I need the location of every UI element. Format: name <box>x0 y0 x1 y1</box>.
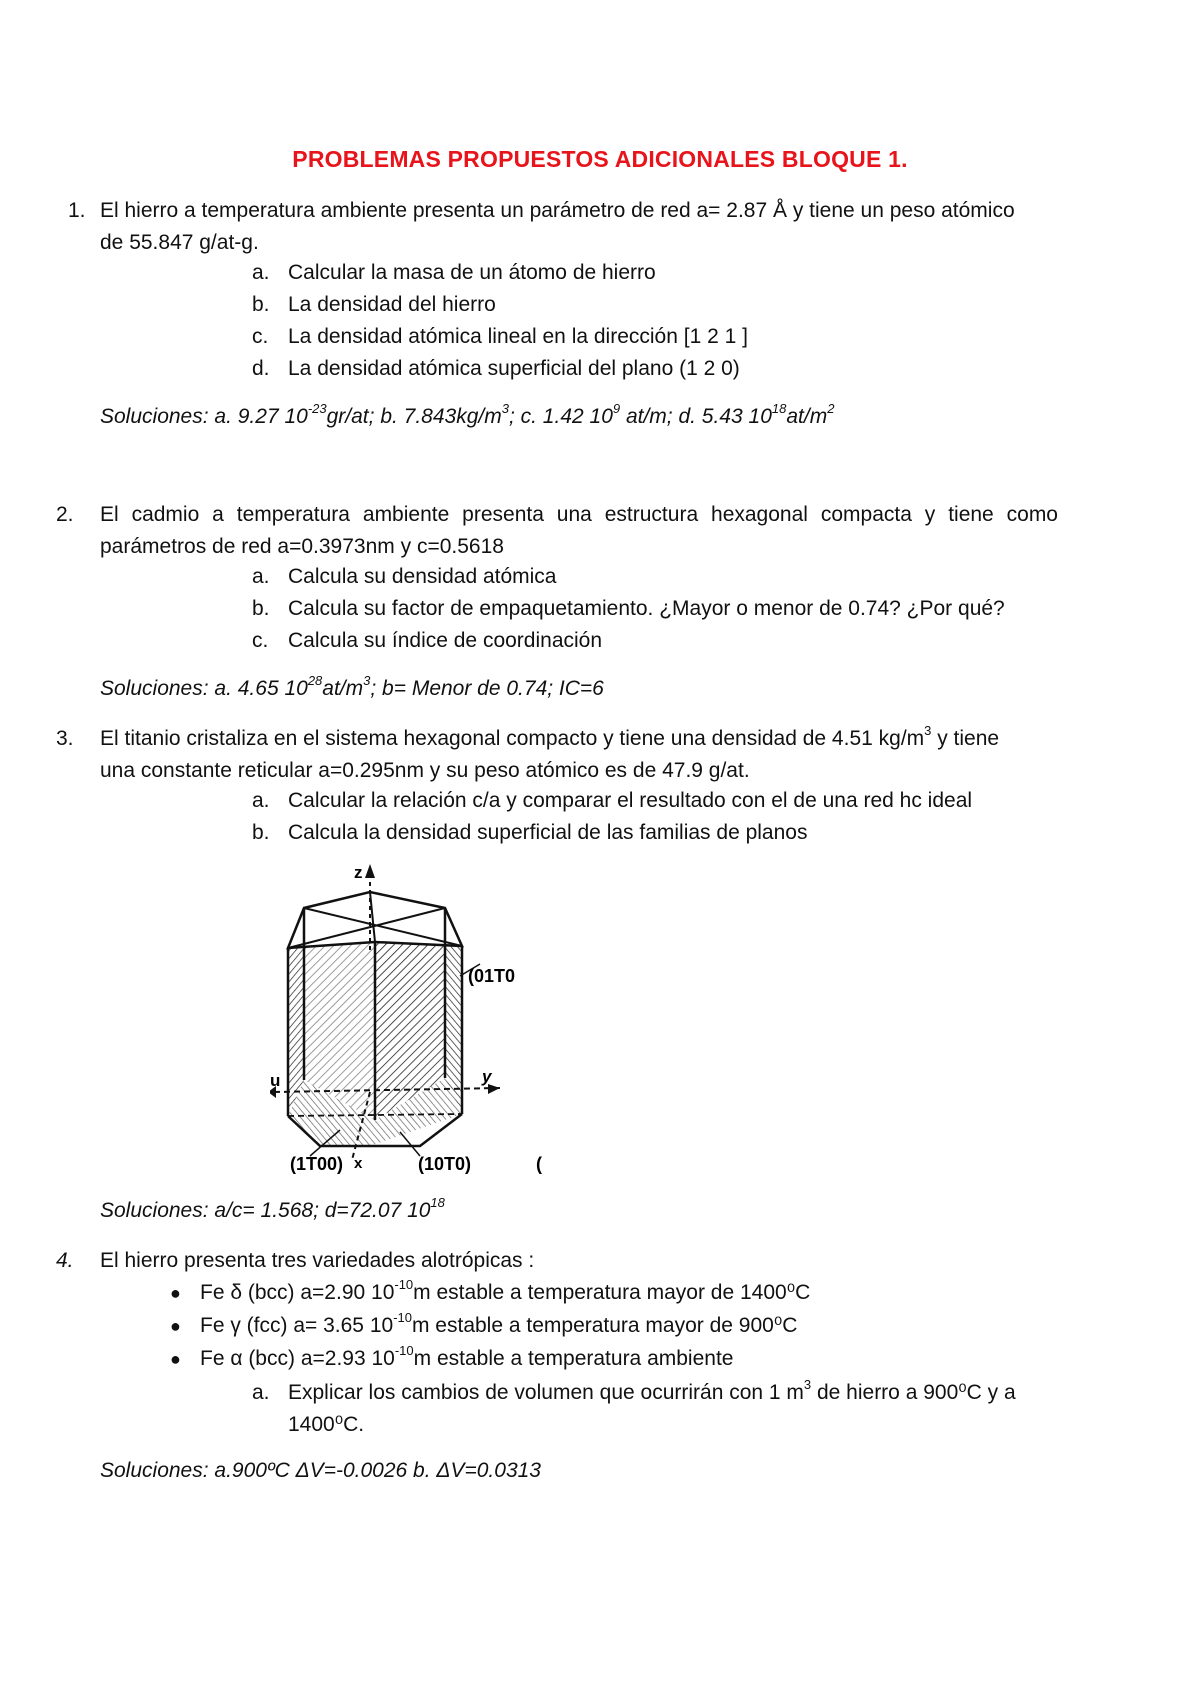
problem-2-item-c: Calcula su índice de coordinación <box>288 629 603 652</box>
axis-label-z: z <box>354 863 363 882</box>
problem-1-item-d-letter: d. <box>252 357 270 380</box>
problem-3-number: 3. <box>56 727 74 750</box>
problem-1-solutions: Soluciones: a. 9.27 $10^{-23}gr/at$; b. $7.843kg/m^3$; c. 1.42 $10^9$ at/m; d. 5.43 $10^{18}at/m^2$ <box>100 401 835 428</box>
problem-4-bullet-3: Fe α (bcc) a=2.93 $10^{-10}m$ estable a temperatura ambiente <box>200 1343 734 1370</box>
problem-3-item-a: Calcular la relación c/a y comparar el resultado con el de una red hc ideal <box>288 789 973 812</box>
problem-4-bullet-1: Fe δ (bcc) a=2.90 $10^{-10}m$ estable a temperatura mayor de 1400⁰C <box>200 1277 811 1304</box>
problem-3-solutions: Soluciones: a/c= 1.568; d=72.07 $10^{18}$ <box>100 1195 445 1222</box>
problem-2-item-a-letter: a. <box>252 565 270 588</box>
problem-1-item-c-letter: c. <box>252 325 269 348</box>
problem-2-line-1: El cadmio a temperatura ambiente presenta una estructura hexagonal compacta y tiene como <box>100 503 1058 526</box>
problem-1-number: 1. <box>68 199 86 222</box>
plane-label-right: (01T0 <box>468 966 516 986</box>
problem-2-item-c-letter: c. <box>252 629 269 652</box>
problem-1-item-b: La densidad del hierro <box>288 293 496 316</box>
axis-label-x: x <box>354 1155 363 1172</box>
plane-label-partial: ( <box>536 1154 542 1174</box>
problem-2-number: 2. <box>56 503 74 526</box>
problem-2-item-a: Calcula su densidad atómica <box>288 565 557 588</box>
problem-2-item-b-letter: b. <box>252 597 270 620</box>
problem-3-item-b-letter: b. <box>252 821 270 844</box>
problem-3-item-b: Calcula la densidad superficial de las familias de planos <box>288 821 808 844</box>
problem-4-item-a-line-1: Explicar los cambios de volumen que ocurrirán con 1 $m^3$ de hierro a 900⁰C y a <box>288 1377 1016 1404</box>
problem-3-line-1: El titanio cristaliza en el sistema hexagonal compacto y tiene una densidad de 4.51 $kg/m^3$ y tiene <box>100 723 1000 750</box>
plane-label-left: (1T00) <box>290 1154 344 1174</box>
axis-label-y: y <box>482 1067 492 1086</box>
problem-3-item-a-letter: a. <box>252 789 270 812</box>
problem-1-line-2: de 55.847 g/at-g. <box>100 231 259 254</box>
hexagonal-prism-figure <box>270 856 550 1176</box>
problem-4-item-a-letter: a. <box>252 1381 270 1404</box>
problem-1-item-b-letter: b. <box>252 293 270 316</box>
bullet-icon: ● <box>170 1349 181 1369</box>
problem-4-solutions: Soluciones: a.900ºC ΔV=-0.0026 b. ΔV=0.0313 <box>100 1459 541 1482</box>
problem-1-item-d: La densidad atómica superficial del plano (1 2 0) <box>288 357 740 380</box>
problem-2-line-2: parámetros de red a=0.3973nm y c=0.5618 <box>100 535 504 558</box>
axis-label-u: u <box>270 1071 281 1090</box>
bullet-icon: ● <box>170 1316 181 1336</box>
page-title: PROBLEMAS PROPUESTOS ADICIONALES BLOQUE 1. <box>292 146 908 172</box>
problem-3-line-2: una constante reticular a=0.295nm y su peso atómico es de 47.9 g/at. <box>100 759 750 782</box>
problem-4-bullet-2: Fe γ (fcc) a= 3.65 $10^{-10}m$ estable a temperatura mayor de 900⁰C <box>200 1310 798 1337</box>
problem-1-item-a: Calcular la masa de un átomo de hierro <box>288 261 656 284</box>
problem-1-item-a-letter: a. <box>252 261 270 284</box>
problem-1-item-c: La densidad atómica lineal en la dirección [1 2 1 ] <box>288 325 748 348</box>
problem-2-item-b: Calcula su factor de empaquetamiento. ¿Mayor o menor de 0.74? ¿Por qué? <box>288 597 1005 620</box>
plane-label-mid: (10T0) <box>418 1154 472 1174</box>
problem-4-item-a-line-2: 1400⁰C. <box>288 1413 365 1436</box>
problem-1-line-1: El hierro a temperatura ambiente presenta un parámetro de red a= 2.87 Å y tiene un peso atómico <box>100 199 1015 222</box>
problem-4-number: 4. <box>56 1249 74 1272</box>
problem-2-solutions: Soluciones: a. 4.65 $10^{28}at/m^3$; b= Menor de 0.74; IC=6 <box>100 673 604 700</box>
problem-4-line-1: El hierro presenta tres variedades alotrópicas : <box>100 1249 535 1272</box>
bullet-icon: ● <box>170 1283 181 1303</box>
